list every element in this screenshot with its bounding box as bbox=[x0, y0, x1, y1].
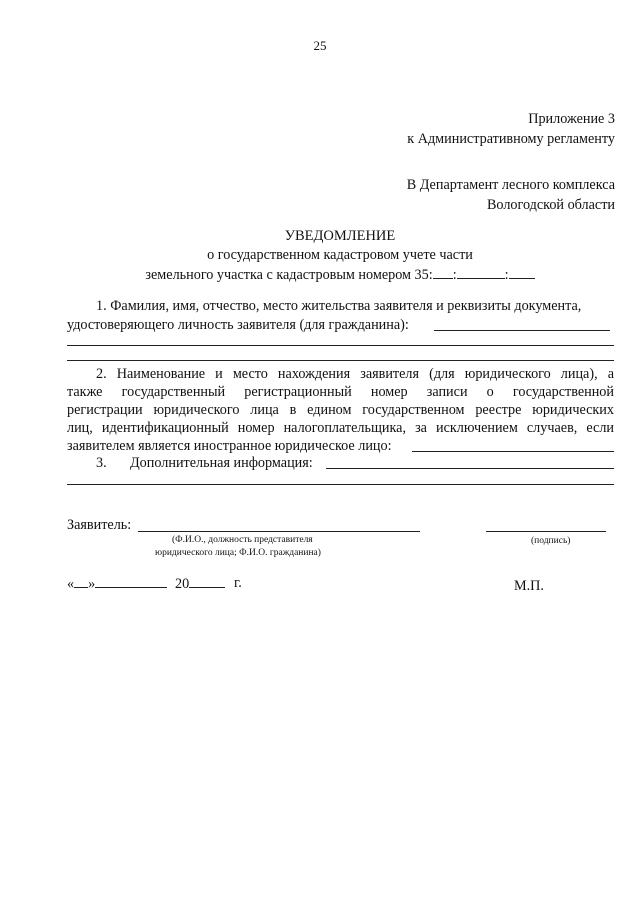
date-day-blank[interactable] bbox=[74, 575, 88, 588]
item-3-blank-inline[interactable] bbox=[326, 468, 614, 469]
applicant-label: Заявитель: bbox=[67, 517, 132, 533]
item-2-line-4: лиц, идентификационный номер налогоплательщика, за исключением случаев, если bbox=[67, 420, 614, 436]
appendix-line-2: к Административному регламенту bbox=[407, 131, 615, 147]
title-subline-1: о государственном кадастровом учете части bbox=[207, 247, 473, 263]
applicant-name-field[interactable] bbox=[138, 531, 420, 532]
item-1-line-1: 1. Фамилия, имя, отчество, место жительства заявителя и реквизиты документа, bbox=[96, 298, 582, 314]
title-subline-2 bbox=[60, 266, 620, 284]
cadastral-blank-2[interactable] bbox=[457, 266, 505, 279]
item-3-number: 3. bbox=[96, 455, 107, 471]
stamp-place: М.П. bbox=[514, 578, 544, 594]
date-line bbox=[67, 575, 167, 593]
item-3-label: Дополнительная информация: bbox=[130, 455, 313, 471]
date-year-prefix: 20 bbox=[175, 576, 190, 592]
item-2-line-1: 2. Наименование и место нахождения заявителя (для юридического лица), а bbox=[96, 366, 614, 382]
signature-caption: (подпись) bbox=[531, 536, 571, 546]
cadastral-blank-1[interactable] bbox=[433, 266, 453, 279]
item-1-blank-inline[interactable] bbox=[434, 330, 610, 331]
item-1-blank-line-1[interactable] bbox=[67, 345, 614, 346]
date-open-quote: « bbox=[67, 576, 75, 592]
appendix-line-1: Приложение 3 bbox=[528, 111, 615, 127]
cadastral-blank-3[interactable] bbox=[509, 266, 535, 279]
cadastral-separator: : bbox=[452, 267, 457, 283]
item-2-line-5: заявителем является иностранное юридическое лицо: bbox=[67, 438, 392, 454]
cadastral-label: земельного участка с кадастровым номером 35: bbox=[145, 267, 433, 283]
item-1-blank-line-2[interactable] bbox=[67, 360, 614, 361]
item-2-line-3: регистрации юридического лица в едином государственном реестре юридических bbox=[67, 402, 614, 418]
applicant-caption-1: (Ф.И.О., должность представителя bbox=[172, 535, 313, 545]
page-number: 25 bbox=[313, 38, 327, 53]
addressee-line-2: Вологодской области bbox=[486, 197, 615, 213]
item-2-line-2: также государственный регистрационный номер записи о государственной bbox=[67, 384, 614, 400]
document-title: УВЕДОМЛЕНИЕ bbox=[284, 228, 396, 244]
item-2-blank-inline[interactable] bbox=[412, 451, 614, 452]
signature-field[interactable] bbox=[486, 531, 606, 532]
cadastral-separator: : bbox=[504, 267, 509, 283]
item-1-line-2: удостоверяющего личность заявителя (для гражданина): bbox=[67, 317, 409, 333]
addressee-line-1: В Департамент лесного комплекса bbox=[406, 177, 615, 193]
applicant-caption-2: юридического лица; Ф.И.О. гражданина) bbox=[155, 548, 321, 558]
item-3-blank-line[interactable] bbox=[67, 484, 614, 485]
date-year-suffix: г. bbox=[234, 575, 242, 591]
date-month-blank[interactable] bbox=[95, 575, 167, 588]
date-year-blank[interactable] bbox=[189, 575, 225, 588]
date-year bbox=[175, 575, 225, 593]
date-close-quote: » bbox=[88, 576, 96, 592]
